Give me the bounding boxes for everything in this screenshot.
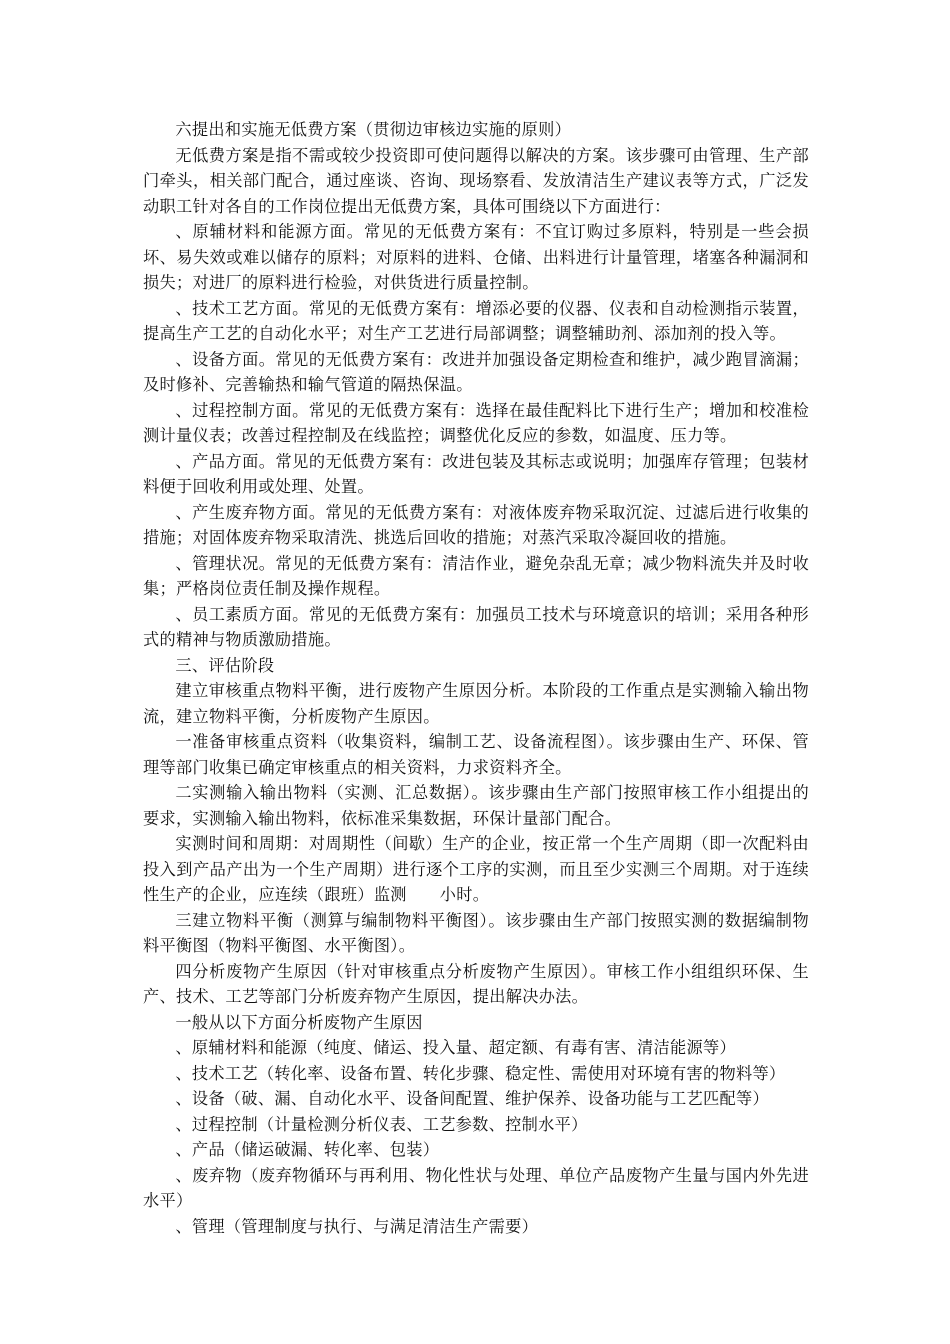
list-item: 、技术工艺方面。常见的无低费方案有：增添必要的仪器、仪表和自动检测指示装置，提高生产工艺的自动化水平；对生产工艺进行局部调整；调整辅助剂、添加剂的投入等。 (143, 298, 809, 343)
list-item: 、产品（储运破漏、转化率、包装） (175, 1140, 440, 1159)
document-body (143, 117, 809, 1239)
list-item: 、管理状况。常见的无低费方案有：清洁作业，避免杂乱无章；减少物料流失并及时收集；严格岗位责任制及操作规程。 (143, 553, 809, 598)
section-heading-3: 三、评估阶段 (175, 655, 275, 675)
paragraph: 二实测输入输出物料（实测、汇总数据）。该步骤由生产部门按照审核工作小组提出的要求，实测输入输出物料，依标准采集数据，环保计量部门配合。 (143, 783, 809, 828)
list-item: 、设备（破、漏、自动化水平、设备间配置、维护保养、设备功能与工艺匹配等） (175, 1089, 769, 1108)
list-item: 、产生废弃物方面。常见的无低费方案有：对液体废弃物采取沉淀、过滤后进行收集的措施；对固体废弃物采取清洗、挑选后回收的措施；对蒸汽采取冷凝回收的措施。 (143, 502, 809, 547)
list-item: 、过程控制（计量检测分析仪表、工艺参数、控制水平） (175, 1114, 588, 1134)
paragraph: 四分析废物产生原因（针对审核重点分析废物产生原因）。审核工作小组组织环保、生产、技术、工艺等部门分析废弃物产生原因，提出解决办法。 (143, 961, 809, 1006)
paragraph: 一般从以下方面分析废物产生原因 (175, 1012, 423, 1032)
list-item: 、员工素质方面。常见的无低费方案有：加强员工技术与环境意识的培训；采用各种形式的精神与物质激励措施。 (143, 604, 809, 649)
paragraph: 一准备审核重点资料（收集资料，编制工艺、设备流程图）。该步骤由生产、环保、管理等部门收集已确定审核重点的相关资料，力求资料齐全。 (143, 732, 809, 777)
list-item: 、技术工艺（转化率、设备布置、转化步骤、稳定性、需使用对环境有害的物料等） (175, 1063, 786, 1083)
paragraph: 三建立物料平衡（测算与编制物料平衡图）。该步骤由生产部门按照实测的数据编制物料平衡图（物料平衡图、水平衡图）。 (143, 910, 809, 955)
list-item: 、原辅材料和能源（纯度、储运、投入量、超定额、有毒有害、清洁能源等） (175, 1038, 736, 1057)
paragraph: 建立审核重点物料平衡，进行废物产生原因分析。本阶段的工作重点是实测输入输出物流，建立物料平衡，分析废物产生原因。 (143, 681, 809, 726)
list-item: 、管理（管理制度与执行、与满足清洁生产需要） (175, 1216, 539, 1236)
list-item: 、过程控制方面。常见的无低费方案有：选择在最佳配料比下进行生产；增加和校准检测计量仪表；改善过程控制及在线监控；调整优化反应的参数，如温度、压力等。 (143, 400, 809, 445)
paragraph: 实测时间和周期：对周期性（间歇）生产的企业，按正常一个生产周期（即一次配料由投入到产品产出为一个生产周期）进行逐个工序的实测，而且至少实测三个周期。对于连续性生产的企业，应连续（跟班）监测 小时。 (143, 834, 809, 904)
list-item: 、设备方面。常见的无低费方案有：改进并加强设备定期检查和维护，减少跑冒滴漏；及时修补、完善输热和输气管道的隔热保温。 (143, 349, 809, 394)
section-heading-6: 六提出和实施无低费方案（贯彻边审核边实施的原则） (175, 120, 572, 139)
paragraph: 无低费方案是指不需或较少投资即可使问题得以解决的方案。该步骤可由管理、生产部门牵头，相关部门配合，通过座谈、咨询、现场察看、发放清洁生产建议表等方式，广泛发动职工针对各自的工作岗位提出无低费方案，具体可围绕以下方面进行： (143, 145, 809, 216)
list-item: 、原辅材料和能源方面。常见的无低费方案有：不宜订购过多原料，特别是一些会损坏、易失效或难以储存的原料；对原料的进料、仓储、出料进行计量管理，堵塞各种漏洞和损失；对进厂的原料进行检验，对供货进行质量控制。 (143, 222, 809, 292)
list-item: 、产品方面。常见的无低费方案有：改进包装及其标志或说明；加强库存管理；包装材料便于回收利用或处理、处置。 (143, 451, 809, 496)
list-item: 、废弃物（废弃物循环与再利用、物化性状与处理、单位产品废物产生量与国内外先进水平） (143, 1165, 809, 1210)
